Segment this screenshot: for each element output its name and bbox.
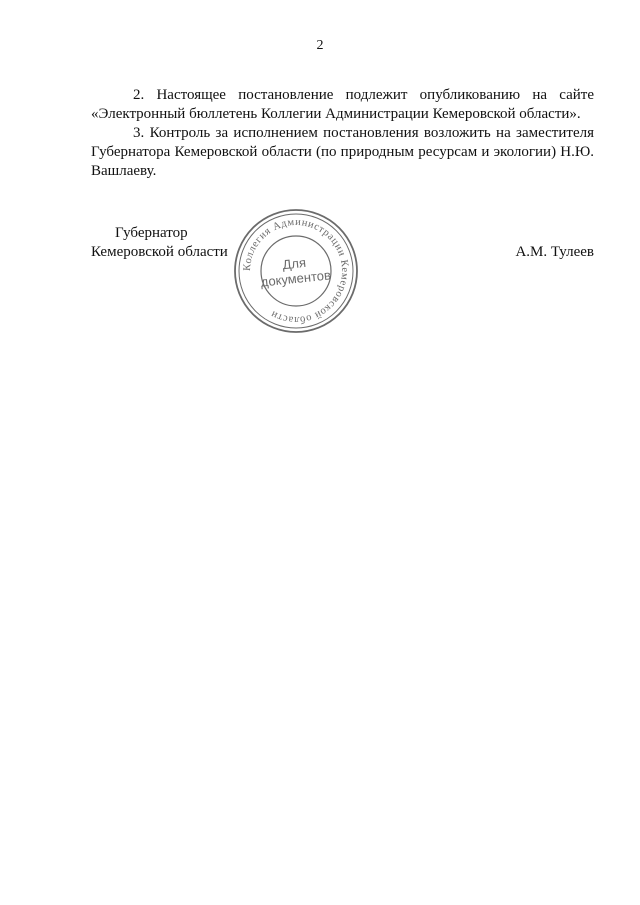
paragraph-control: 3. Контроль за исполнением постановления возложить на заместителя Губернатора Кемеровской области (по природным ресурсам и экологии) Н.Ю. Вашлаеву.	[91, 125, 594, 179]
stamp-graphic	[231, 207, 361, 335]
stamp-center-line2: документов	[260, 267, 332, 290]
paragraph-publication: 2. Настоящее постановление подлежит опубликованию на сайте «Электронный бюллетень Коллегии Администрации Кемеровской области».	[91, 87, 594, 122]
stamp-ring-text: Коллегия Администрации Кемеровской области	[241, 216, 351, 326]
stamp-center-line1: Для	[281, 254, 307, 273]
document-body	[91, 86, 594, 181]
signer-name: А.М. Тулеев	[515, 244, 594, 260]
signer-position-line2: Кемеровской области	[91, 244, 228, 260]
official-stamp	[231, 207, 361, 335]
signer-position-line1: Губернатор	[115, 225, 188, 241]
page-number: 2	[316, 38, 324, 53]
signature-block	[91, 216, 594, 334]
